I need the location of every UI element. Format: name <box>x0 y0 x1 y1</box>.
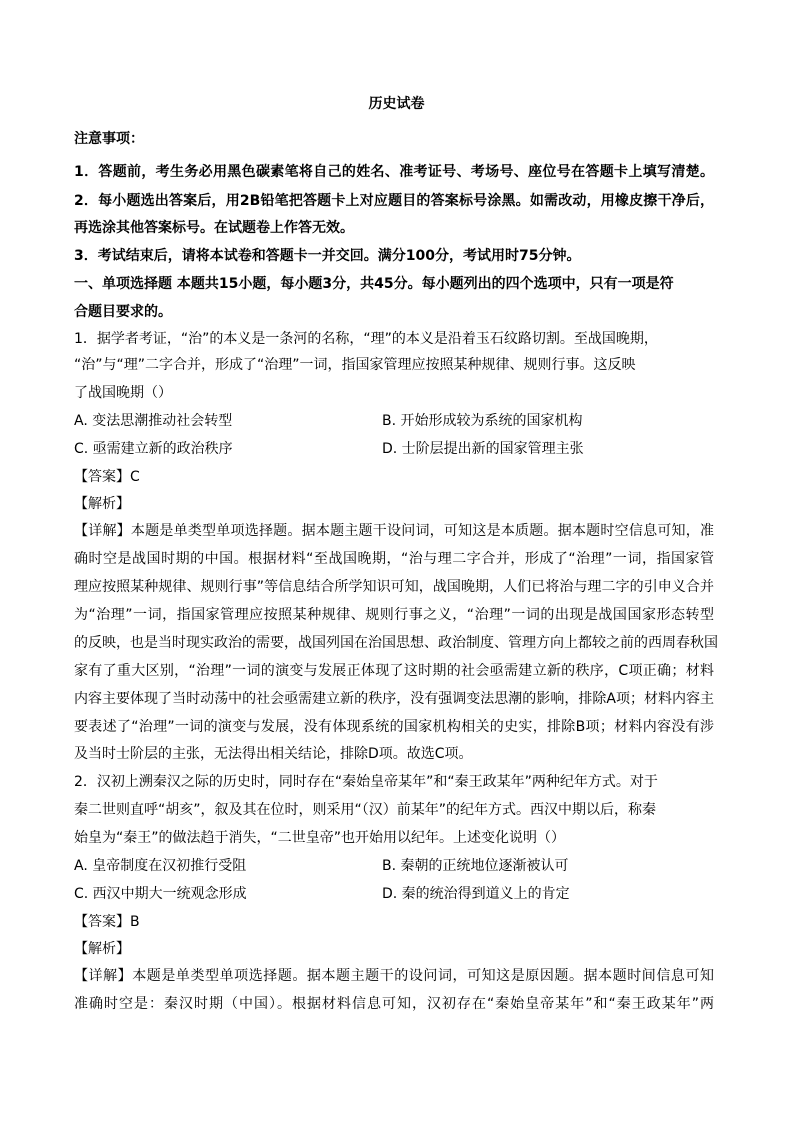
q2-analysis-label: 【解析】 <box>74 941 130 957</box>
q1-detail-line: 内容主要体现了当时动荡中的社会亟需建立新的秩序，没有强调变法思潮的影响，排除A项；材料内容主 <box>74 691 714 707</box>
notice-item: 1．答题前，考生务必用黑色碳素笔将自己的姓名、准考证号、考场号、座位号在答题卡上填写清楚。 <box>74 164 714 180</box>
q2-option-b: B. 秦朝的正统地位逐渐被认可 <box>382 858 569 874</box>
q1-detail-line: 确时空是战国时期的中国。根据材料“至战国晚期，“治与理二字合并，形成了“治理”一词，指国家管 <box>74 551 714 567</box>
section-heading: 一、单项选择题 本题共15小题，每小题3分，共45分。每小题列出的四个选项中，只有一项是符 <box>74 276 674 292</box>
notice-item: 3．考试结束后，请将本试卷和答题卡一并交回。满分100分，考试用时75分钟。 <box>74 248 581 264</box>
q1-detail-line: 理应按照某种规律、规则行事”等信息结合所学知识可知，战国晚期，人们已将治与理二字的引申义合并 <box>74 579 714 595</box>
q1-detail-line: 要表述了“治理”一词的演变与发展，没有体现系统的国家机构相关的史实，排除B项；材料内容没有涉 <box>74 719 714 735</box>
q1-detail-line: 及当时士阶层的主张，无法得出相关结论，排除D项。故选C项。 <box>74 746 473 762</box>
q2-detail-line: 准确时空是：秦汉时期（中国）。根据材料信息可知，汉初存在“秦始皇帝某年”和“秦王政某年”两 <box>74 996 714 1012</box>
q2-stem-line: 2．汉初上溯秦汉之际的历史时，同时存在“秦始皇帝某年”和“秦王政某年”两种纪年方式。对于 <box>74 774 658 790</box>
q2-stem-line: 秦二世则直呼“胡亥”，叙及其在位时，则采用“（汉）前某年”的纪年方式。西汉中期以后，称秦 <box>74 802 657 818</box>
q1-option-c: C. 亟需建立新的政治秩序 <box>74 441 233 457</box>
q2-option-d: D. 秦的统治得到道义上的肯定 <box>382 886 570 902</box>
q1-option-b: B. 开始形成较为系统的国家机构 <box>382 413 583 429</box>
q1-stem-line: 1．据学者考证，“治”的本义是一条河的名称，“理”的本义是沿着玉石纹路切割。至战国晚期， <box>74 331 658 347</box>
q2-option-a: A. 皇帝制度在汉初推行受阻 <box>74 858 247 874</box>
q1-detail-line: 【详解】本题是单类型单项选择题。据本题主题干设问词，可知这是本质题。据本题时空信息可知，准 <box>74 523 714 539</box>
q1-option-a: A. 变法思潮推动社会转型 <box>74 413 233 429</box>
q2-option-c: C. 西汉中期大一统观念形成 <box>74 886 247 902</box>
q1-analysis-label: 【解析】 <box>74 496 130 512</box>
notice-item: 再选涂其他答案标号。在试题卷上作答无效。 <box>74 220 354 236</box>
q1-detail-line: 为“治理”一词，指国家管理应按照某种规律、规则行事之义，“治理”一词的出现是战国国家形态转型 <box>74 607 714 623</box>
section-heading-cont: 合题目要求的。 <box>74 304 172 320</box>
q2-answer: 【答案】B <box>74 914 140 930</box>
q1-stem-line: 了战国晚期（） <box>74 385 172 401</box>
q2-stem-line: 始皇为“秦王”的做法趋于消失，“二世皇帝”也开始用以纪年。上述变化说明（） <box>74 830 566 846</box>
notice-item: 2．每小题选出答案后，用2B铅笔把答题卡上对应题目的答案标号涂黑。如需改动，用橡皮擦干净后， <box>74 193 714 209</box>
notice-heading: 注意事项： <box>74 131 144 147</box>
q1-answer: 【答案】C <box>74 469 140 485</box>
q1-option-d: D. 士阶层提出新的国家管理主张 <box>382 441 584 457</box>
q2-detail-line: 【详解】本题是单类型单项选择题。据本题主题干的设问词，可知这是原因题。据本题时间信息可知 <box>74 968 714 984</box>
page-title: 历史试卷 <box>368 96 425 112</box>
q1-detail-line: 家有了重大区别，“治理”一词的演变与发展正体现了这时期的社会亟需建立新的秩序，C项正确；材料 <box>74 663 714 679</box>
q1-stem-line: “治”与“理”二字合并，形成了“治理”一词，指国家管理应按照某种规律、规则行事。这反映 <box>74 357 636 373</box>
q1-detail-line: 的反映，也是当时现实政治的需要，战国列国在治国思想、政治制度、管理方向上都较之前的西周春秋国 <box>74 635 718 651</box>
